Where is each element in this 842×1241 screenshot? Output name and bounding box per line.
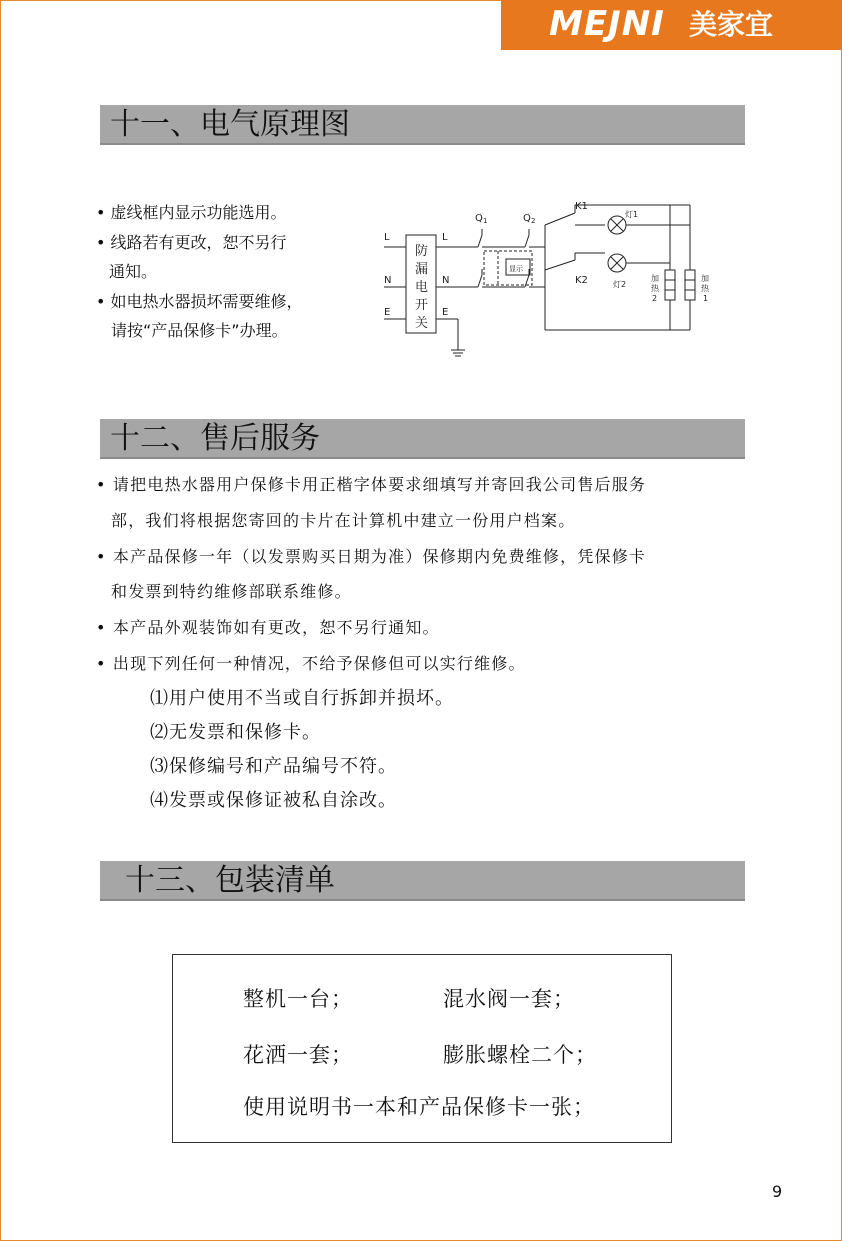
label-display: 显示: [509, 265, 523, 273]
label-n-out: N: [442, 275, 450, 286]
label-e-in: E: [384, 307, 391, 318]
note-line: 请按“产品保修卡”办理。: [111, 321, 288, 340]
condition-item: ⑴用户使用不当或自行拆卸并损坏。: [150, 688, 454, 709]
label-l-out: L: [442, 232, 448, 243]
label-e-out: E: [442, 307, 449, 318]
service-line: • 本产品保修一年（以发票购买日期为准）保修期内免费维修，凭保修卡: [96, 547, 647, 566]
label-k1: K1: [575, 201, 588, 212]
note-line: 通知。: [109, 262, 158, 281]
breaker-char: 关: [415, 316, 429, 331]
section-header-service: [100, 419, 745, 459]
condition-item: ⑵无发票和保修卡。: [150, 722, 321, 743]
page-number: 9: [772, 1182, 783, 1201]
section-title: 十二、售后服务: [110, 421, 320, 456]
brand-header: [501, 0, 842, 50]
section-title: 十三、包装清单: [125, 863, 335, 898]
wiring-diagram: [370, 195, 730, 360]
switch-q2-l: [525, 235, 529, 247]
label-n-in: N: [384, 275, 392, 286]
packing-list-box: [172, 954, 672, 1143]
packing-item: 使用说明书一本和产品保修卡一张；: [243, 1095, 595, 1119]
heater2-char: 热: [651, 284, 659, 293]
label-q1-sub: 1: [483, 217, 488, 225]
label-q1: Q: [475, 213, 483, 224]
brand-logo-latin: MEJNI: [549, 4, 665, 44]
note-line: • 线路若有更改，恕不另行: [96, 233, 287, 252]
section-title: 十一、电气原理图: [110, 107, 350, 142]
packing-item: 膨胀螺栓二个；: [443, 1043, 597, 1067]
heater1-char: 1: [703, 294, 709, 303]
display-optional-box: [484, 251, 532, 285]
label-k2: K2: [575, 275, 588, 286]
brand-logo-chinese: 美家宜: [689, 8, 774, 41]
switch-q1-l: [478, 235, 482, 247]
service-line: • 请把电热水器用户保修卡用正楷字体要求细填写并寄回我公司售后服务: [96, 475, 647, 494]
packing-item: 整机一台；: [243, 987, 353, 1011]
note-line: • 如电热水器损坏需要维修，: [96, 292, 303, 311]
packing-item: 花洒一套；: [243, 1043, 353, 1067]
section-header-wiring: [100, 105, 745, 145]
service-line: • 出现下列任何一种情况，不给予保修但可以实行维修。: [96, 654, 526, 673]
breaker-char: 漏: [415, 262, 429, 277]
condition-item: ⑶保修编号和产品编号不符。: [150, 756, 397, 777]
heater1-char: 热: [701, 284, 709, 293]
service-line: • 本产品外观装饰如有更改，恕不另行通知。: [96, 618, 440, 637]
label-lamp1: 灯1: [625, 210, 639, 219]
service-line: 和发票到特约维修部联系维修。: [111, 582, 352, 601]
packing-item: 混水阀一套；: [443, 987, 575, 1011]
label-q2-sub: 2: [531, 217, 536, 225]
label-lamp2: 灯2: [613, 280, 627, 289]
note-line: • 虚线框内显示功能选用。: [96, 203, 287, 222]
breaker-char: 电: [415, 280, 429, 295]
label-q2: Q: [523, 213, 531, 224]
breaker-char: 防: [415, 244, 429, 259]
service-line: 部，我们将根据您寄回的卡片在计算机中建立一份用户档案。: [111, 511, 576, 530]
label-l-in: L: [384, 232, 390, 243]
heater-2: [665, 270, 675, 300]
switch-q1-n: [478, 275, 482, 287]
breaker-char: 开: [415, 298, 429, 313]
heater2-char: 加: [651, 274, 659, 283]
heater2-char: 2: [652, 294, 658, 303]
condition-item: ⑷发票或保修证被私自涂改。: [150, 790, 397, 811]
heater1-char: 加: [701, 274, 709, 283]
section-header-packing: [100, 861, 745, 901]
heater-1: [685, 270, 695, 300]
